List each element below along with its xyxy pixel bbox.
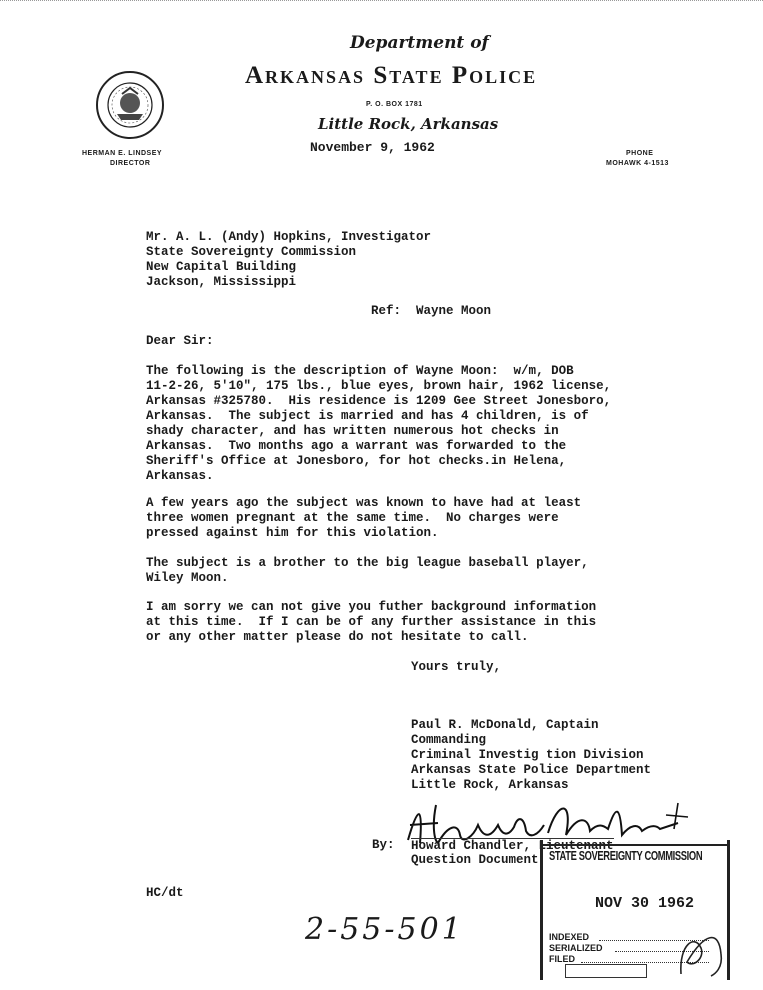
director-name: HERMAN E. LINDSEY bbox=[82, 150, 163, 157]
typist-initials: HC/dt bbox=[146, 886, 184, 900]
state-seal bbox=[95, 70, 165, 140]
letter-date: November 9, 1962 bbox=[310, 140, 435, 155]
stamp-serialized: SERIALIZED bbox=[549, 943, 603, 953]
body-line: pressed against him for this violation. bbox=[146, 526, 439, 540]
stamp-rule bbox=[543, 844, 727, 846]
signatory-block bbox=[411, 718, 651, 793]
phone-label: PHONE bbox=[626, 150, 654, 157]
signatory-line: Criminal Investig tion Division bbox=[411, 748, 644, 762]
by-name: Howard Chandler, Lieutenant bbox=[411, 839, 614, 853]
body-line: 11-2-26, 5'10", 175 lbs., blue eyes, brown hair, 1962 license, bbox=[146, 379, 612, 393]
body-paragraph-3 bbox=[146, 556, 589, 586]
addressee-block bbox=[146, 230, 431, 290]
body-line: Sheriff's Office at Jonesboro, for hot checks.in Helena, bbox=[146, 454, 567, 468]
body-line: A few years ago the subject was known to have had at least bbox=[146, 496, 582, 510]
body-line: or any other matter please do not hesitate to call. bbox=[146, 630, 529, 644]
department-line: Department of bbox=[350, 33, 489, 53]
by-title: Question Document bbox=[411, 853, 539, 867]
stamp-box bbox=[565, 964, 647, 978]
signatory-line: Paul R. McDonald, Captain bbox=[411, 718, 599, 732]
body-line: Wiley Moon. bbox=[146, 571, 229, 585]
addressee-line: Mr. A. L. (Andy) Hopkins, Investigator bbox=[146, 230, 432, 244]
agency-name: Arkansas State Police bbox=[245, 62, 538, 89]
scan-top-border bbox=[0, 0, 763, 4]
seal-icon bbox=[95, 70, 165, 140]
reference-line: Ref: Wayne Moon bbox=[371, 304, 492, 318]
stamp-scribble-icon bbox=[675, 924, 727, 978]
phone-number: MOHAWK 4-1513 bbox=[606, 160, 669, 167]
addressee-line: State Sovereignty Commission bbox=[146, 245, 357, 259]
director-title: DIRECTOR bbox=[110, 160, 151, 167]
stamp-date: NOV 30 1962 bbox=[595, 895, 695, 912]
body-line: Arkansas. bbox=[146, 469, 214, 483]
stamp-indexed: INDEXED bbox=[549, 932, 590, 942]
addressee-line: Jackson, Mississippi bbox=[146, 275, 297, 289]
body-line: The subject is a brother to the big league baseball player, bbox=[146, 556, 589, 570]
signatory-line: Arkansas State Police Department bbox=[411, 763, 652, 777]
handwritten-file-number: 2-55-501 bbox=[305, 912, 464, 947]
body-line: shady character, and has written numerous hot checks in bbox=[146, 424, 559, 438]
closing: Yours truly, bbox=[411, 660, 502, 674]
po-box: P. O. BOX 1781 bbox=[366, 101, 423, 108]
addressee-line: New Capital Building bbox=[146, 260, 297, 274]
body-line: Arkansas #325780. His residence is 1209 Gee Street Jonesboro, bbox=[146, 394, 612, 408]
commission-stamp bbox=[540, 840, 730, 980]
body-paragraph-1 bbox=[146, 364, 611, 484]
body-line: The following is the description of Wayne Moon: w/m, DOB bbox=[146, 364, 574, 378]
body-line: at this time. If I can be of any further assistance in this bbox=[146, 615, 597, 629]
body-paragraph-2 bbox=[146, 496, 581, 541]
body-line: I am sorry we can not give you futher background information bbox=[146, 600, 597, 614]
signatory-line: Commanding bbox=[411, 733, 487, 747]
body-paragraph-4 bbox=[146, 600, 596, 645]
stamp-filed: FILED bbox=[549, 954, 575, 964]
salutation: Dear Sir: bbox=[146, 334, 214, 348]
by-label: By: bbox=[372, 838, 395, 852]
body-line: Arkansas. Two months ago a warrant was forwarded to the bbox=[146, 439, 567, 453]
stamp-header: STATE SOVEREIGNTY COMMISSION bbox=[549, 848, 703, 863]
signatory-line: Little Rock, Arkansas bbox=[411, 778, 569, 792]
letterhead-city: Little Rock, Arkansas bbox=[318, 115, 499, 133]
body-line: Arkansas. The subject is married and has 4 children, is of bbox=[146, 409, 589, 423]
body-line: three women pregnant at the same time. No charges were bbox=[146, 511, 559, 525]
